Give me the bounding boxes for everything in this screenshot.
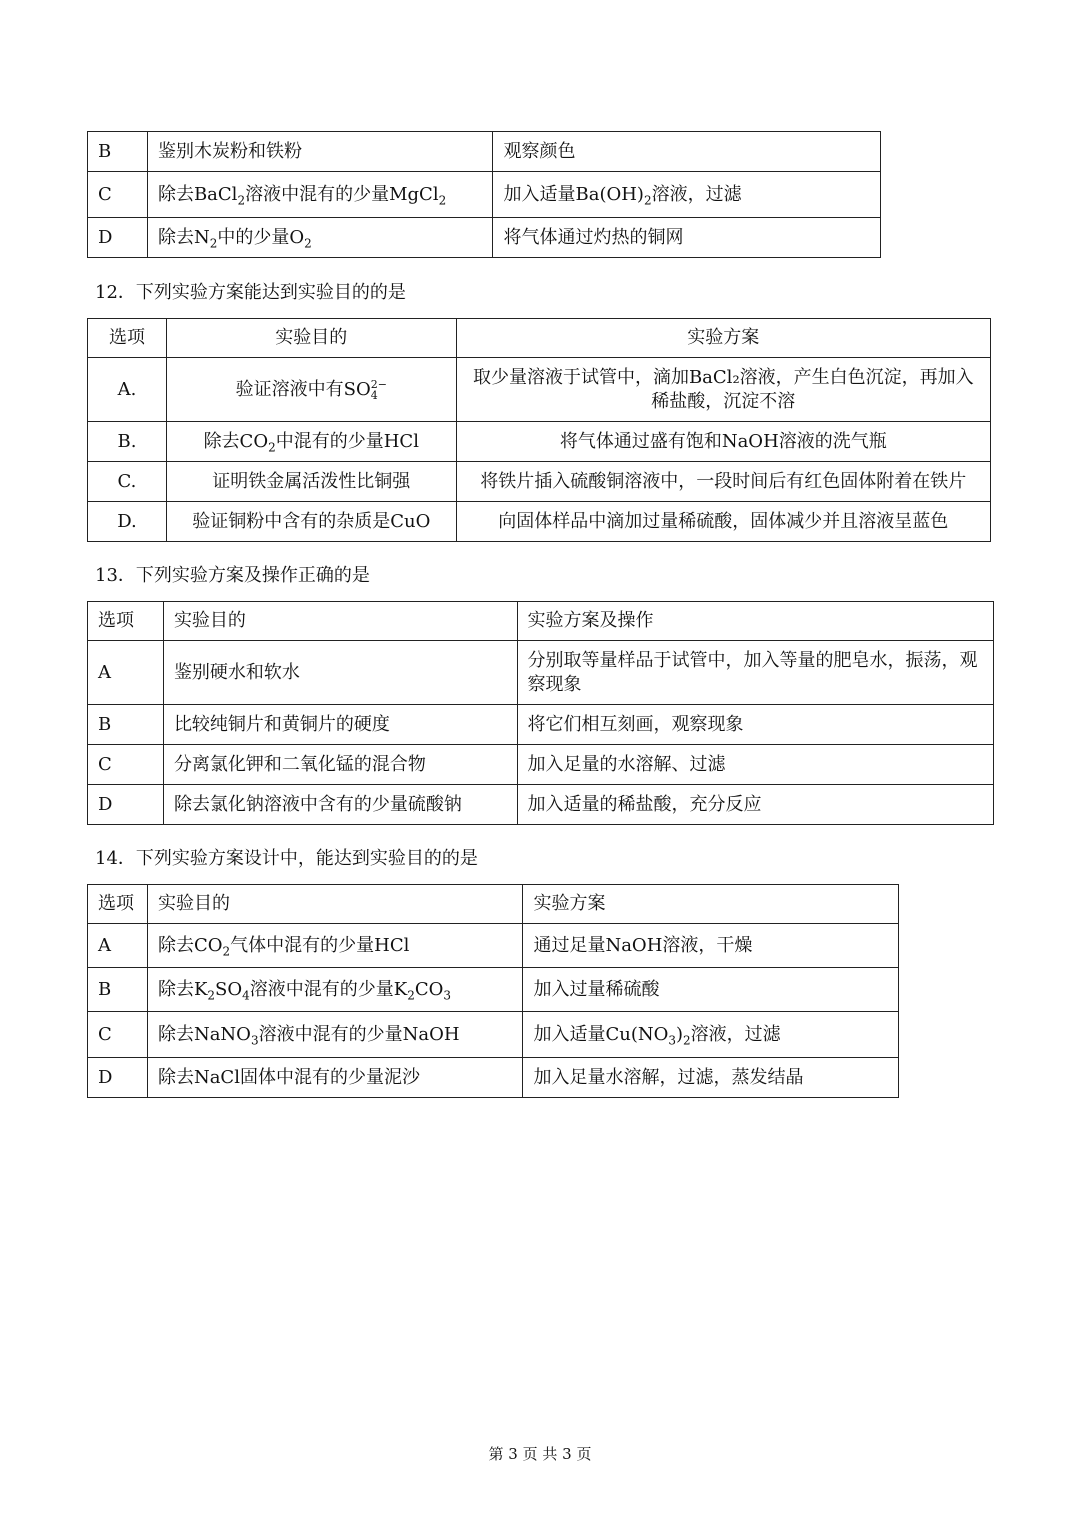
header-plan: 实验方案及操作 — [517, 602, 993, 641]
plan-cell: 加入适量$Ba(OH)_2$溶液，过滤 — [493, 172, 881, 218]
header-plan: 实验方案 — [456, 319, 990, 358]
plan-cell: 将铁片插入硫酸铜溶液中，一段时间后有红色固体附着在铁片 — [456, 462, 990, 502]
option-cell: B. — [88, 422, 167, 462]
option-cell: D — [88, 218, 148, 258]
table-header — [88, 885, 899, 924]
goal-cell: 除去BaCl$_2$溶液中混有的少量MgCl$_2$ — [147, 172, 493, 218]
header-goal: 实验目的 — [166, 319, 456, 358]
table-header — [88, 602, 994, 641]
goal-cell: 分离氯化钾和二氧化锰的混合物 — [163, 745, 517, 785]
goal-cell: 除去$K_2SO_4$溶液中混有的少量$K_2CO_3$ — [147, 968, 523, 1012]
plan-cell: 取少量溶液于试管中，滴加BaCl₂溶液，产生白色沉淀，再加入稀盐酸，沉淀不溶 — [456, 358, 990, 422]
table-row — [88, 641, 994, 705]
header-option: 选项 — [88, 602, 164, 641]
table-row — [88, 745, 994, 785]
table-row — [88, 1058, 899, 1098]
goal-cell: 除去$N_2$中的少量$O_2$ — [147, 218, 493, 258]
option-cell: B — [88, 968, 148, 1012]
plan-cell: 通过足量NaOH溶液，干燥 — [523, 924, 899, 968]
plan-cell: 加入适量$Cu(NO_3)_2$溶液，过滤 — [523, 1012, 899, 1058]
q11-table — [87, 131, 881, 258]
goal-cell: 比较纯铜片和黄铜片的硬度 — [163, 705, 517, 745]
question-13-title: 13．下列实验方案及操作正确的是 — [95, 565, 370, 586]
header-plan: 实验方案 — [523, 885, 899, 924]
plan-cell: 观察颜色 — [493, 132, 881, 172]
plan-cell: 加入足量的水溶解、过滤 — [517, 745, 993, 785]
option-cell: C — [88, 745, 164, 785]
option-cell: B — [88, 705, 164, 745]
goal-cell: 除去NaCl固体中混有的少量泥沙 — [147, 1058, 523, 1098]
goal-cell: 验证溶液中有SO 2− 4 — [166, 358, 456, 422]
option-cell: C — [88, 172, 148, 218]
q12-table — [87, 318, 991, 542]
table-row — [88, 968, 899, 1012]
plan-cell: 将气体通过盛有饱和NaOH溶液的洗气瓶 — [456, 422, 990, 462]
option-cell: D — [88, 785, 164, 825]
table-header — [88, 319, 991, 358]
plan-cell: 加入足量水溶解，过滤，蒸发结晶 — [523, 1058, 899, 1098]
header-option: 选项 — [88, 885, 148, 924]
option-cell: C — [88, 1012, 148, 1058]
option-cell: A — [88, 641, 164, 705]
option-cell: A — [88, 924, 148, 968]
option-cell: D. — [88, 502, 167, 542]
plan-cell: 加入适量的稀盐酸，充分反应 — [517, 785, 993, 825]
goal-cell: 鉴别硬水和软水 — [163, 641, 517, 705]
plan-cell: 将气体通过灼热的铜网 — [493, 218, 881, 258]
plan-cell: 分别取等量样品于试管中，加入等量的肥皂水，振荡，观察现象 — [517, 641, 993, 705]
goal-cell: 鉴别木炭粉和铁粉 — [147, 132, 493, 172]
goal-cell: 证明铁金属活泼性比铜强 — [166, 462, 456, 502]
header-goal: 实验目的 — [163, 602, 517, 641]
plan-cell: 将它们相互刻画，观察现象 — [517, 705, 993, 745]
plan-cell: 向固体样品中滴加过量稀硫酸，固体减少并且溶液呈蓝色 — [456, 502, 990, 542]
option-cell: B — [88, 132, 148, 172]
table-row — [88, 422, 991, 462]
goal-cell: 除去NaNO$_3$溶液中混有的少量NaOH — [147, 1012, 523, 1058]
table-row — [88, 218, 881, 258]
table-row — [88, 502, 991, 542]
q13-table — [87, 601, 994, 825]
question-14-title: 14．下列实验方案设计中，能达到实验目的的是 — [95, 848, 478, 869]
goal-cell: 除去$CO_2$中混有的少量HCl — [166, 422, 456, 462]
table-row — [88, 924, 899, 968]
table-row — [88, 462, 991, 502]
table-row — [88, 705, 994, 745]
table-row — [88, 785, 994, 825]
goal-cell: 除去氯化钠溶液中含有的少量硫酸钠 — [163, 785, 517, 825]
option-cell: D — [88, 1058, 148, 1098]
table-row — [88, 358, 991, 422]
option-cell: A. — [88, 358, 167, 422]
goal-cell: 除去$CO_2$气体中混有的少量HCl — [147, 924, 523, 968]
option-cell: C. — [88, 462, 167, 502]
table-row — [88, 172, 881, 218]
question-12-title: 12．下列实验方案能达到实验目的的是 — [95, 282, 406, 303]
header-option: 选项 — [88, 319, 167, 358]
table-row — [88, 1012, 899, 1058]
q14-table — [87, 884, 899, 1098]
table-row — [88, 132, 881, 172]
page-footer: 第 3 页 共 3 页 — [488, 1445, 592, 1463]
header-goal: 实验目的 — [147, 885, 523, 924]
plan-cell: 加入过量稀硫酸 — [523, 968, 899, 1012]
goal-cell: 验证铜粉中含有的杂质是CuO — [166, 502, 456, 542]
